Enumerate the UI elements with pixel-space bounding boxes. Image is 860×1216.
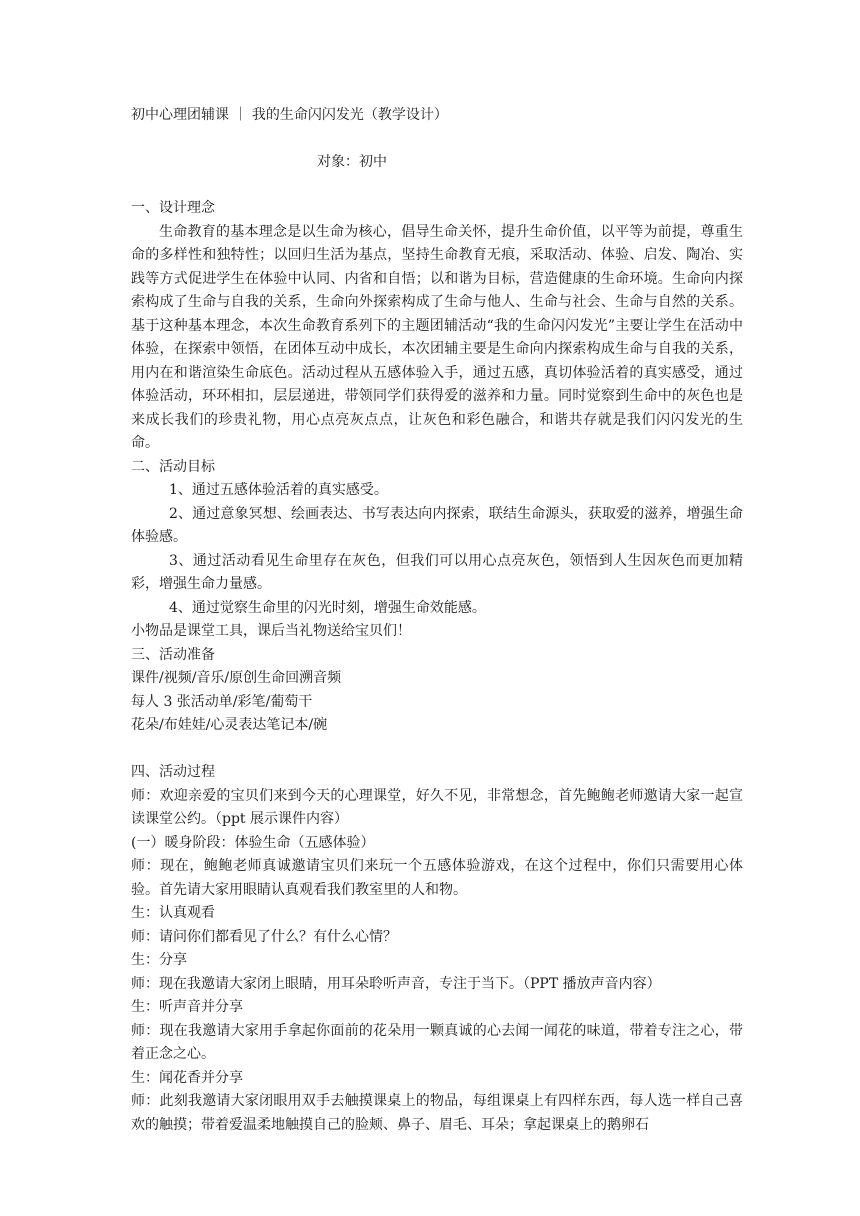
section-heading-preparation: 三、活动准备 bbox=[131, 646, 215, 663]
goal-item-2: 2、通过意象冥想、绘画表达、书写表达向内探索，联结生命源头，获取爱的滋养，增强生命体验感。 bbox=[131, 505, 743, 545]
section-heading-process: 四、活动过程 bbox=[131, 764, 215, 780]
goal-item-4: 4、通过觉察生命里的闪光时刻，增强生命效能感。 bbox=[169, 599, 486, 616]
process-line-4: 生：认真观看 bbox=[131, 905, 215, 921]
section-heading-activity-goals: 二、活动目标 bbox=[131, 458, 215, 475]
goal-item-3: 3、通过活动看见生命里存在灰色，但我们可以用心点亮灰色，领悟到人生因灰色而更加精彩，增强生命力量感。 bbox=[131, 552, 743, 592]
process-line-1: 师：欢迎亲爱的宝贝们来到今天的心理课堂，好久不见，非常想念，首先鲍鲍老师邀请大家一起宣读课堂公约。（ppt 展示课件内容） bbox=[131, 787, 743, 827]
document-body bbox=[131, 104, 743, 1137]
preparation-item-2: 每人 3 张活动单/彩笔/葡萄干 bbox=[131, 693, 313, 710]
design-concept-paragraph: 生命教育的基本理念是以生命为核心，倡导生命关怀，提升生命价值，以平等为前提，尊重生命的多样性和独特性；以回归生活为基点，坚持生命教育无痕，采取活动、体验、启发、陶冶、实践等方式促进学生在体验中认同、内省和自悟；以和谐为目标，营造健康的生命环境。生命向内探索构成了生命与自我的关系，生命向外探索构成了生命与他人、生命与社会、生命与自然的关系。基于这种基本理念，本次生命教育系列下的主题团辅活动“我的生命闪闪发光”主要让学生在活动中体验，在探索中领悟，在团体互动中成长，本次团辅主要是生命向内探索构成生命与自我的关系，用内在和谐渲染生命底色。活动过程从五感体验入手，通过五感，真切体验活着的真实感受，通过体验活动，环环相扣，层层递进，带领同学们获得爱的滋养和力量。同时觉察到生命中的灰色也是来成长我们的珍贵礼物，用心点亮灰点点，让灰色和彩色融合，和谐共存就是我们闪闪发光的生命。 bbox=[131, 223, 743, 451]
section-heading-design-concept: 一、设计理念 bbox=[131, 200, 215, 216]
process-line-7: 师：现在我邀请大家闭上眼睛，用耳朵聆听声音，专注于当下。（PPT 播放声音内容） bbox=[131, 975, 661, 992]
gift-note: 小物品是课堂工具，课后当礼物送给宝贝们！ bbox=[131, 623, 411, 639]
process-line-10: 生：闻花香并分享 bbox=[131, 1069, 243, 1086]
preparation-item-1: 课件/视频/音乐/原创生命回溯音频 bbox=[131, 670, 342, 686]
process-line-8: 生：听声音并分享 bbox=[131, 999, 243, 1015]
process-line-9: 师：现在我邀请大家用手拿起你面前的花朵用一颗真诚的心去闻一闻花的味道，带着专注之心，带着正念之心。 bbox=[131, 1022, 743, 1062]
process-line-5: 师：请问你们都看见了什么？有什么心情？ bbox=[131, 928, 397, 945]
process-line-3: 师：现在，鲍鲍老师真诚邀请宝贝们来玩一个五感体验游戏，在这个过程中，你们只需要用心体验。首先请大家用眼睛认真观看我们教室里的人和物。 bbox=[131, 858, 743, 898]
goal-item-1: 1、通过五感体验活着的真实感受。 bbox=[169, 482, 388, 498]
document-title: 初中心理团辅课 ｜ 我的生命闪闪发光（教学设计） bbox=[131, 107, 448, 123]
blank-line bbox=[131, 738, 743, 762]
audience-line: 对象：初中 bbox=[317, 153, 387, 170]
process-line-6: 生：分享 bbox=[131, 952, 187, 968]
preparation-item-3: 花朵/布娃娃/心灵表达笔记本/碗 bbox=[131, 717, 328, 733]
process-line-2: (一）暖身阶段：体验生命（五感体验） bbox=[131, 834, 375, 851]
process-line-11: 师：此刻我邀请大家闭眼用双手去触摸课桌上的物品，每组课桌上有四样东西，每人选一样自己喜欢的触摸；带着爱温柔地触摸自己的脸颊、鼻子、眉毛、耳朵；拿起课桌上的鹅卵石 bbox=[131, 1093, 743, 1133]
